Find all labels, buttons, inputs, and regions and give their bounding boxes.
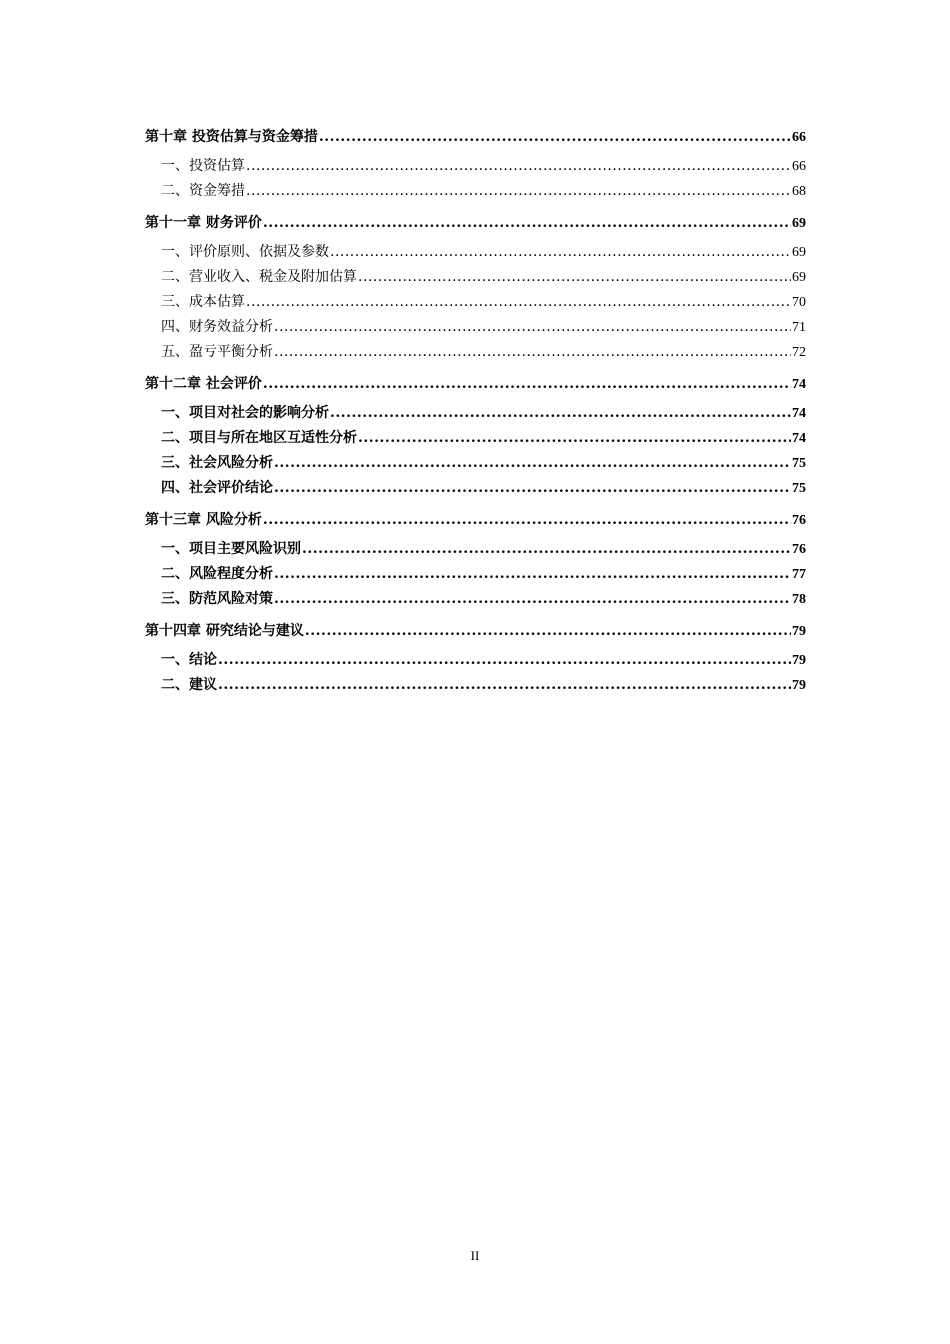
- dot-leader: [330, 401, 791, 426]
- toc-entry-page-number: 74: [792, 431, 806, 446]
- toc-entry-title: 四、社会评价结论: [161, 480, 273, 496]
- toc-entry-page-number: 72: [792, 345, 806, 360]
- dot-leader: [263, 374, 791, 394]
- toc-entry-title: 一、项目主要风险识别: [161, 541, 301, 557]
- toc-section-entry[interactable]: [145, 648, 806, 673]
- dot-leader: [319, 127, 791, 147]
- dot-leader: [218, 648, 791, 673]
- toc-entry-page-number: 76: [792, 542, 806, 557]
- toc-entry-page-number: 74: [792, 406, 806, 421]
- dot-leader: [358, 265, 791, 290]
- toc-entry-title: 一、项目对社会的影响分析: [161, 405, 329, 421]
- dot-leader: [263, 510, 791, 530]
- dot-leader: [358, 426, 791, 451]
- toc-entry-title: 三、防范风险对策: [161, 591, 273, 607]
- toc-entry-page-number: 69: [792, 216, 806, 231]
- toc-section-entry[interactable]: [145, 587, 806, 612]
- toc-entry-page-number: 78: [792, 592, 806, 607]
- toc-entry-page-number: 66: [792, 159, 806, 174]
- dot-leader: [246, 179, 791, 204]
- dot-leader: [274, 315, 791, 340]
- toc-entry-page-number: 79: [792, 624, 806, 639]
- dot-leader: [305, 621, 791, 641]
- dot-leader: [246, 290, 791, 315]
- toc-chapter-entry[interactable]: [145, 510, 806, 530]
- dot-leader: [274, 587, 791, 612]
- toc-entry-title: 三、社会风险分析: [161, 455, 273, 471]
- dot-leader: [274, 562, 791, 587]
- dot-leader: [246, 154, 791, 179]
- toc-entry-title: 第十一章 财务评价: [145, 215, 262, 231]
- toc-section-entry[interactable]: [145, 537, 806, 562]
- toc-entry-title: 一、结论: [161, 652, 217, 668]
- toc-entry-title: 一、投资估算: [161, 158, 245, 174]
- toc-entry-page-number: 76: [792, 513, 806, 528]
- toc-entry-page-number: 66: [792, 130, 806, 145]
- dot-leader: [218, 673, 791, 698]
- dot-leader: [263, 213, 791, 233]
- toc-entry-page-number: 71: [792, 320, 806, 335]
- toc-entry-title: 一、评价原则、依据及参数: [161, 244, 329, 260]
- toc-chapter-entry[interactable]: [145, 374, 806, 394]
- toc-entry-title: 第十章 投资估算与资金筹措: [145, 129, 318, 145]
- toc-entry-page-number: 74: [792, 377, 806, 392]
- toc-entry-title: 二、建议: [161, 677, 217, 693]
- toc-entry-title: 二、项目与所在地区互适性分析: [161, 430, 357, 446]
- dot-leader: [274, 476, 791, 501]
- toc-entry-title: 三、成本估算: [161, 294, 245, 310]
- toc-section-entry[interactable]: [145, 426, 806, 451]
- toc-section-entry[interactable]: [145, 340, 806, 365]
- toc-section-entry[interactable]: [145, 265, 806, 290]
- toc-entry-title: 五、盈亏平衡分析: [161, 344, 273, 360]
- toc-entry-page-number: 75: [792, 456, 806, 471]
- toc-section-entry[interactable]: [145, 290, 806, 315]
- toc-entry-page-number: 79: [792, 653, 806, 668]
- toc-section-entry[interactable]: [145, 673, 806, 698]
- page-number: II: [470, 1248, 480, 1263]
- dot-leader: [302, 537, 791, 562]
- toc-section-entry[interactable]: [145, 562, 806, 587]
- toc-section-entry[interactable]: [145, 240, 806, 265]
- toc-chapter-entry[interactable]: [145, 621, 806, 641]
- toc-entry-title: 第十三章 风险分析: [145, 512, 262, 528]
- toc-entry-page-number: 69: [792, 270, 806, 285]
- toc-chapter-entry[interactable]: [145, 127, 806, 147]
- toc-entry-page-number: 68: [792, 184, 806, 199]
- toc-entry-page-number: 75: [792, 481, 806, 496]
- toc-entry-page-number: 77: [792, 567, 806, 582]
- toc-entry-page-number: 70: [792, 295, 806, 310]
- toc-section-entry[interactable]: [145, 179, 806, 204]
- toc-entry-title: 二、营业收入、税金及附加估算: [161, 269, 357, 285]
- dot-leader: [330, 240, 791, 265]
- toc-entry-title: 二、资金筹措: [161, 183, 245, 199]
- toc-entry-title: 第十二章 社会评价: [145, 376, 262, 392]
- toc-entry-title: 四、财务效益分析: [161, 319, 273, 335]
- toc-chapter-entry[interactable]: [145, 213, 806, 233]
- toc-entry-title: 第十四章 研究结论与建议: [145, 623, 304, 639]
- toc-section-entry[interactable]: [145, 451, 806, 476]
- table-of-contents: [145, 127, 806, 698]
- toc-section-entry[interactable]: [145, 154, 806, 179]
- dot-leader: [274, 451, 791, 476]
- toc-section-entry[interactable]: [145, 476, 806, 501]
- toc-section-entry[interactable]: [145, 401, 806, 426]
- toc-section-entry[interactable]: [145, 315, 806, 340]
- toc-entry-page-number: 69: [792, 245, 806, 260]
- dot-leader: [274, 340, 791, 365]
- toc-entry-title: 二、风险程度分析: [161, 566, 273, 582]
- toc-entry-page-number: 79: [792, 678, 806, 693]
